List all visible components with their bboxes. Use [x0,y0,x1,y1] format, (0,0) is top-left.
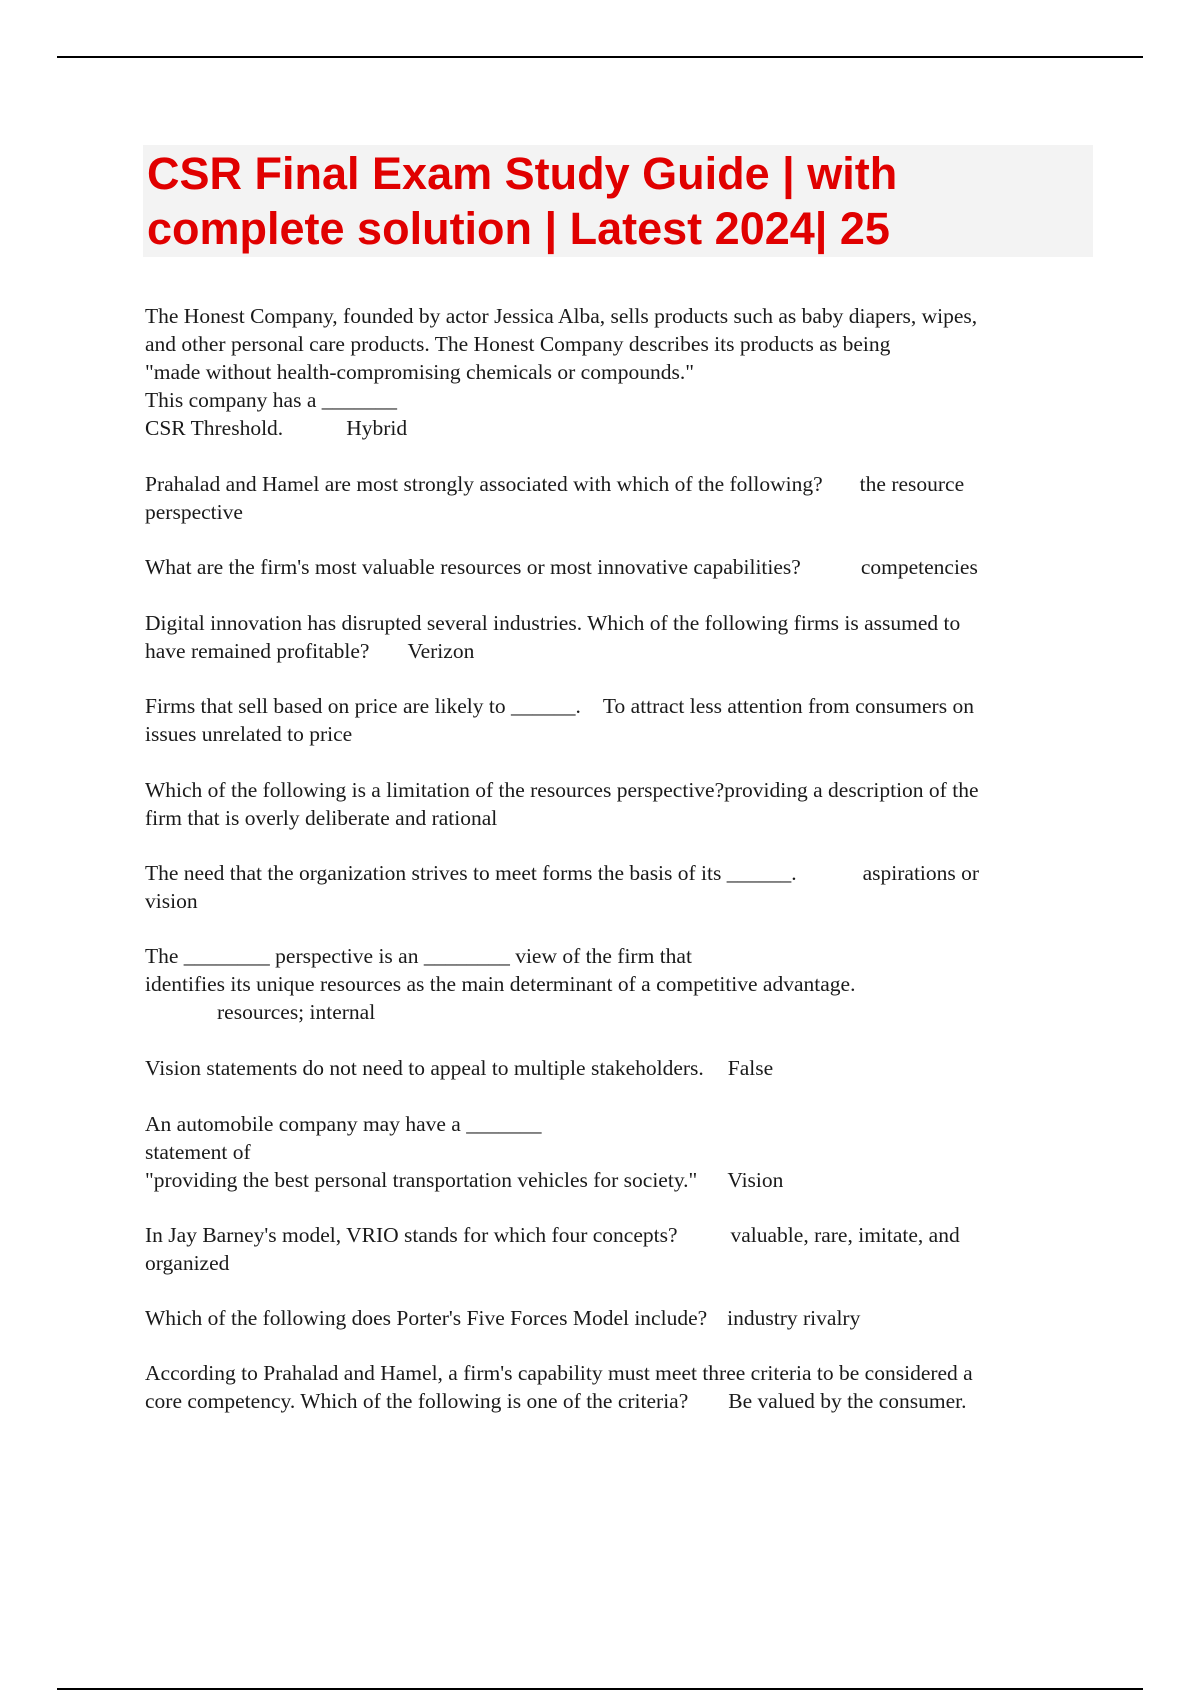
answer-text: organized [145,1251,230,1275]
qa-item-3 [145,553,1095,581]
question-line: Which of the following does Porter's Five Forces Model include? [145,1306,708,1330]
question-line: Which of the following is a limitation of the resources perspective? [145,778,725,802]
answer-text: resources; internal [217,1000,376,1024]
answer-text: To attract less attention from consumers on [602,694,974,718]
answer-text: aspirations or [862,861,980,885]
answer-text: Hybrid [346,416,408,440]
question-line: This company has a _______ [145,388,397,412]
qa-item-5 [145,692,1095,748]
question-line: CSR Threshold. [145,416,284,440]
question-line: Firms that sell based on price are likely to ______. [145,694,581,718]
answer-text: competencies [860,555,978,579]
question-line: The ________ perspective is an ________ view of the firm that [145,944,692,968]
qa-item-8 [145,942,1095,1026]
question-line: "made without health-compromising chemicals or compounds." [145,360,694,384]
top-rule [57,56,1143,58]
answer-text: firm that is overly deliberate and rational [145,806,498,830]
qa-item-4 [145,609,1095,665]
question-line: "providing the best personal transportation vehicles for society." [145,1168,698,1192]
answer-text: the resource [859,472,965,496]
answer-text: issues unrelated to price [145,722,353,746]
question-line: In Jay Barney's model, VRIO stands for which four concepts? [145,1223,678,1247]
answer-text: False [727,1056,774,1080]
question-line: The need that the organization strives to meet forms the basis of its ______. [145,861,797,885]
answer-text: valuable, rare, imitate, and [730,1223,960,1247]
qa-item-1 [145,302,1095,442]
qa-item-12 [145,1304,1095,1332]
answer-text: Be valued by the consumer. [728,1389,967,1413]
qa-item-7 [145,859,1095,915]
qa-item-2 [145,470,1095,526]
answer-text: perspective [145,500,243,524]
qa-item-9 [145,1054,1095,1082]
qa-item-6 [145,776,1095,832]
question-line: Vision statements do not need to appeal to multiple stakeholders. [145,1056,704,1080]
qa-item-11 [145,1221,1095,1277]
question-line: Prahalad and Hamel are most strongly associated with which of the following? [145,472,823,496]
answer-text: Verizon [407,639,475,663]
answer-text: vision [145,889,198,913]
question-line: statement of [145,1140,251,1164]
question-line: identifies its unique resources as the main determinant of a competitive advantage. [145,972,856,996]
question-line: An automobile company may have a _______ [145,1112,542,1136]
qa-item-13 [145,1359,1095,1415]
question-line: Digital innovation has disrupted several industries. Which of the following firms is assumed to [145,611,961,635]
answer-text: industry rivalry [727,1306,861,1330]
qa-item-10 [145,1110,1095,1194]
question-line: have remained profitable? [145,639,370,663]
question-line: According to Prahalad and Hamel, a firm's capability must meet three criteria to be considered a [145,1361,973,1385]
question-line: core competency. Which of the following is one of the criteria? [145,1389,689,1413]
document-title: CSR Final Exam Study Guide | with complete solution | Latest 2024| 25 [147,148,898,254]
question-line: and other personal care products. The Honest Company describes its products as being [145,332,891,356]
answer-text: providing a description of the [724,778,979,802]
answer-text: Vision [727,1168,784,1192]
question-line: What are the firm's most valuable resources or most innovative capabilities? [145,555,801,579]
bottom-rule [57,1688,1143,1690]
question-line: The Honest Company, founded by actor Jessica Alba, sells products such as baby diapers, wipes, [145,304,978,328]
